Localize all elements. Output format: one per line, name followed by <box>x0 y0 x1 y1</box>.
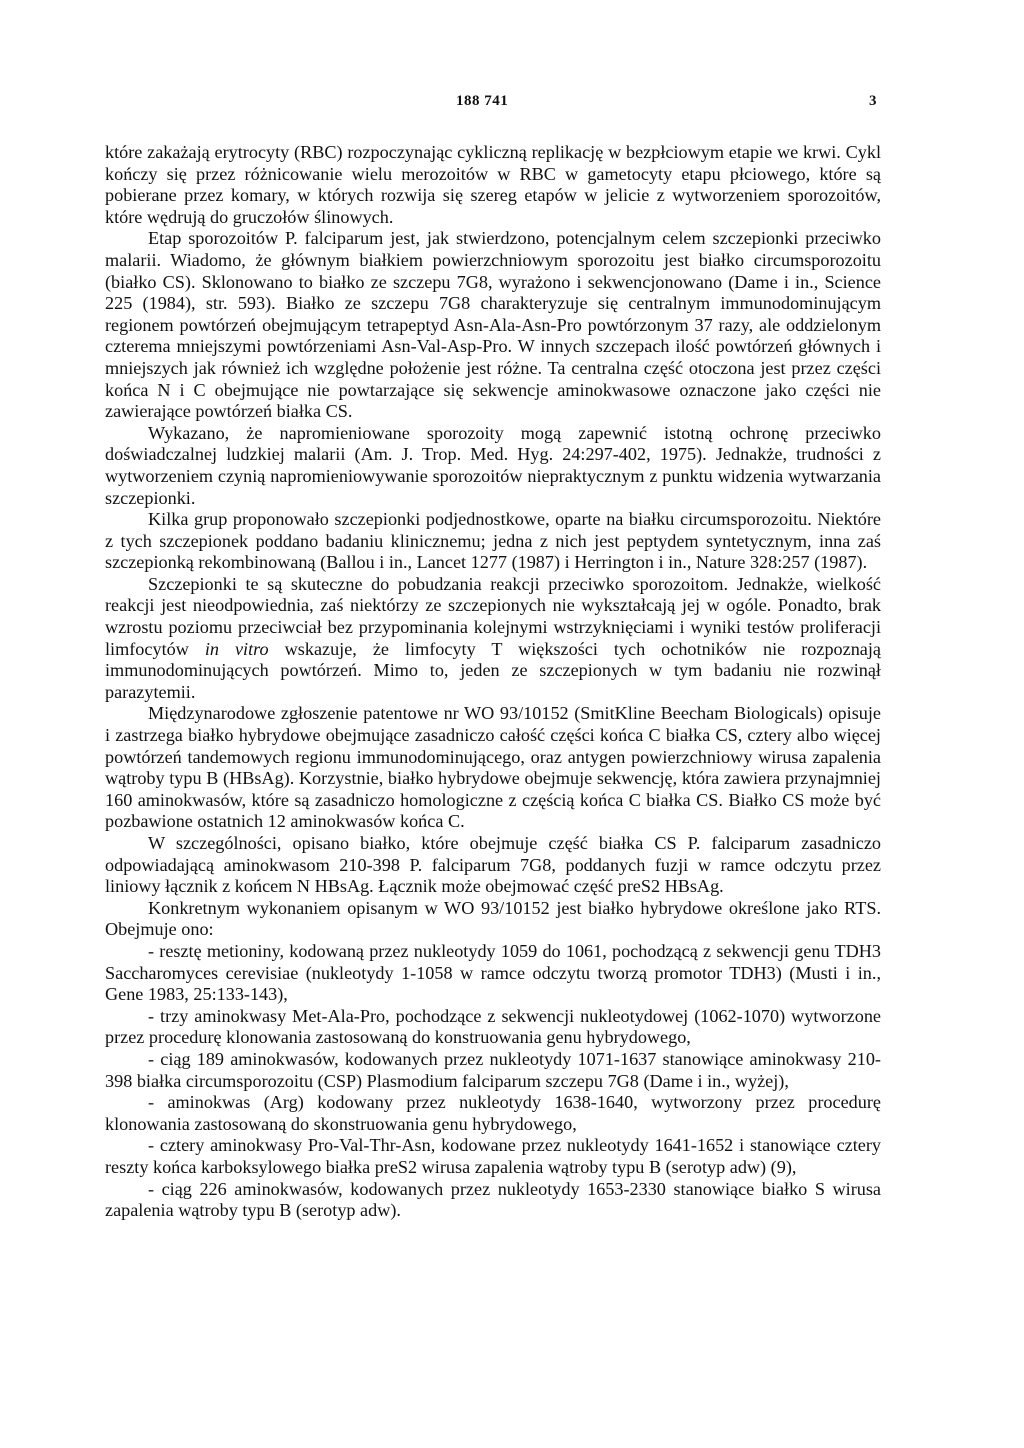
patent-number: 188 741 <box>456 93 509 109</box>
paragraph-5 <box>105 574 881 704</box>
page-header <box>0 93 1024 117</box>
paragraph-8: Konkretnym wykonaniem opisanym w WO 93/10152 jest białko hybrydowe określone jako RTS. Obejmuje ono: <box>105 897 881 940</box>
paragraph-7: W szczególności, opisano białko, które obejmuje część białka CS P. falciparum zasadniczo odpowiadającą aminokwasom 210-398 P. falciparum 7G8, poddanych fuzji w ramce odczytu przez liniowy łącznik z końcem N HBsAg. Łącznik może obejmować część preS2 HBsAg. <box>105 833 881 897</box>
paragraph-5-italic: in vitro <box>204 638 269 659</box>
list-item-4: - aminokwas (Arg) kodowany przez nukleotydy 1638-1640, wytworzony przez procedurę klonowania zastosowaną do skonstruowania genu hybrydowego, <box>105 1092 881 1134</box>
paragraph-5-part-1: Szczepionki te są skuteczne do pobudzania reakcji przeciwko sporozoitom. Jednakże, wielkość reakcji jest nieodpowiednia, zaś niektórzy ze szczepionych nie wykształcają jej w ogóle. Ponadto, brak wzrostu poziomu przeciwciał bez przypominania kolejnymi wstrzyknięciami i wyniki testów proliferacji limfocytów <box>105 573 881 659</box>
list-item-3: - ciąg 189 aminokwasów, kodowanych przez nukleotydy 1071-1637 stanowiące aminokwasy 210-398 białka circumsporozoitu (CSP) Plasmodium falciparum szczepu 7G8 (Dame i in., wyżej), <box>105 1048 881 1091</box>
paragraph-6: Międzynarodowe zgłoszenie patentowe nr WO 93/10152 (SmitKline Beecham Biologicals) opisuje i zastrzega białko hybrydowe obejmujące zasadniczo całość części końca C białka CS, cztery albo więcej powtórzeń tandemowych regionu immunodominującego, oraz antygen powierzchniowy wirusa zapalenia wątroby typu B (HBsAg). Korzystnie, białko hybrydowe obejmuje sekwencję, która zawiera przynajmniej 160 aminokwasów, które są zasadniczo homologiczne z częścią końca C białka CS. Białko CS może być pozbawione ostatnich 12 aminokwasów końca C. <box>105 703 881 832</box>
list-item-2: - trzy aminokwasy Met-Ala-Pro, pochodzące z sekwencji nukleotydowej (1062-1070) wytworzone przez procedurę klonowania zastosowaną do konstruowania genu hybrydowego, <box>105 1005 881 1048</box>
paragraph-4: Kilka grup proponowało szczepionki podjednostkowe, oparte na białku circumsporozoitu. Niektóre z tych szczepionek poddano badaniu klinicznemu; jedna z nich jest peptydem syntetycznym, inna zaś szczepionką rekombinowaną (Ballou i in., Lancet 1277 (1987) i Herrington i in., Nature 328:257 (1987). <box>105 509 881 573</box>
paragraph-2: Etap sporozoitów P. falciparum jest, jak stwierdzono, potencjalnym celem szczepionki przeciwko malarii. Wiadomo, że głównym białkiem powierzchniowym sporozoitu jest białko circumsporozoitu (białko CS). Sklonowano to białko ze szczepu 7G8, wyrażono i sekwencjonowano (Dame i in., Science 225 (1984), str. 593). Białko ze szczepu 7G8 charakteryzuje się centralnym immunodominującym regionem powtórzeń obejmującym tetrapeptyd Asn-Ala-Asn-Pro powtórzonym 37 razy, ale oddzielonym czterema mniejszymi powtórzeniami Asn-Val-Asp-Pro. W innych szczepach ilość powtórzeń głównych i mniejszych jak również ich względne położenie jest różne. Ta centralna część otoczona jest przez części końca N i C obejmujące nie powtarzające się sekwencje aminokwasowe oznaczone jako części nie zawierające powtórzeń białka CS. <box>105 228 881 422</box>
list-item-6: - ciąg 226 aminokwasów, kodowanych przez nukleotydy 1653-2330 stanowiące białko S wirusa zapalenia wątroby typu B (serotyp adw). <box>105 1178 881 1221</box>
list-item-1: - resztę metioniny, kodowaną przez nukleotydy 1059 do 1061, pochodzącą z sekwencji genu TDH3 Saccharomyces cerevisiae (nukleotydy 1-1058 w ramce odczytu tworzą promotor TDH3) (Musti i in., Gene 1983, 25:133-143), <box>105 940 881 1005</box>
document-body <box>105 142 881 1222</box>
page-number: 3 <box>869 93 877 109</box>
paragraph-3: Wykazano, że napromieniowane sporozoity mogą zapewnić istotną ochronę przeciwko doświadczalnej ludzkiej malarii (Am. J. Trop. Med. Hyg. 24:297-402, 1975). Jednakże, trudności z wytworzeniem czynią napromieniowywanie sporozoitów niepraktycznym z punktu widzenia wytwarzania szczepionki. <box>105 422 881 508</box>
paragraph-1: które zakażają erytrocyty (RBC) rozpoczynając cykliczną replikację w bezpłciowym etapie we krwi. Cykl kończy się przez różnicowanie wielu merozoitów w RBC w gametocyty etapu płciowego, które są pobierane przez komary, w których rozwija się szereg etapów w jelicie z wytworzeniem sporozoitów, które wędrują do gruczołów ślinowych. <box>105 142 881 227</box>
paragraph-5-part-2: wskazuje, że limfocyty T większości tych ochotników nie rozpoznają immunodominujących powtórzeń. Mimo to, jeden ze szczepionych w tym badaniu nie rozwinął parazytemii. <box>105 638 882 702</box>
list-item-5: - cztery aminokwasy Pro-Val-Thr-Asn, kodowane przez nukleotydy 1641-1652 i stanowiące cztery reszty końca karboksylowego białka preS2 wirusa zapalenia wątroby typu B (serotyp adw) (9), <box>105 1135 881 1177</box>
